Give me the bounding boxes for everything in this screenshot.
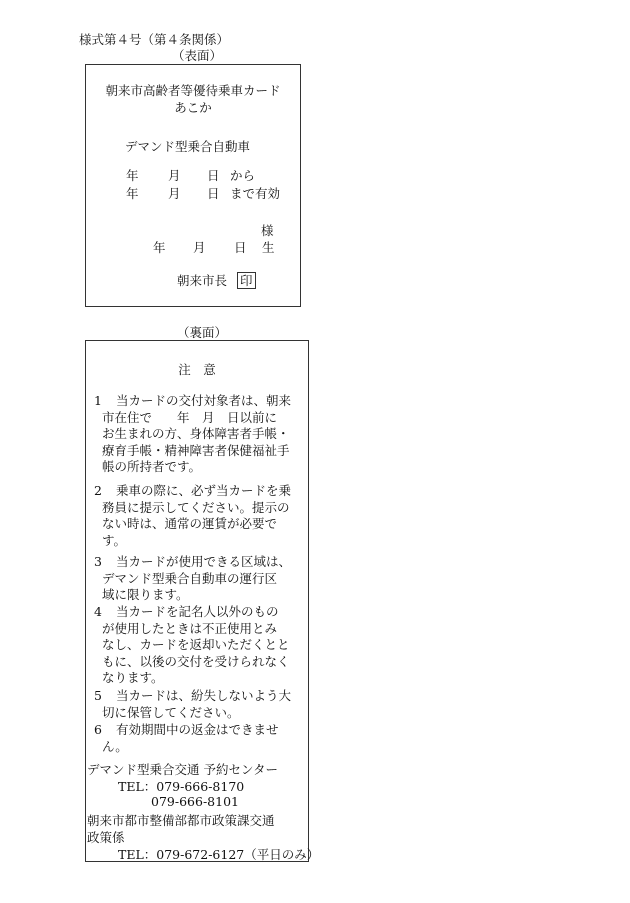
valid-from-year: 年 (126, 168, 139, 183)
note-number: 2 (94, 483, 102, 498)
card-nickname: あこか (174, 100, 212, 115)
birth-suffix: 生 (262, 240, 275, 255)
seal-stamp: 印 (237, 272, 256, 289)
contact-reservation-center: デマンド型乗合交通 予約センター (87, 762, 278, 777)
birth-day: 日 (234, 240, 247, 255)
note-number: 4 (94, 604, 102, 619)
valid-until-suffix: まで有効 (230, 186, 281, 201)
back-side-label: （裏面） (177, 325, 228, 340)
note-number: 3 (94, 554, 102, 569)
contact-office-line1: 朝来市都市整備部都市政策課交通 (87, 813, 275, 828)
notes-title: 注 意 (178, 362, 216, 377)
note-item: 1 当カードの交付対象者は、朝来 市在住で 年 月 日以前に お生まれの方、身体障害者手帳・ 療育手帳・精神障害者保健福祉手 帳の所持者です。 (94, 393, 292, 475)
birth-year: 年 (153, 240, 166, 255)
mayor-title: 朝来市長 (177, 273, 228, 288)
contact-office-tel: TEL：079-672-6127（平日のみ） (118, 847, 320, 862)
card-title: 朝来市高齢者等優待乗車カード (105, 83, 281, 98)
note-item: 6 有効期間中の返金はできませ ん。 (94, 722, 279, 754)
note-item: 3 当カードが使用できる区域は、 デマンド型乗合自動車の運行区 域に限ります。 (94, 554, 292, 603)
honorific: 様 (261, 223, 274, 238)
contact-tel-2: 079-666-8101 (151, 794, 239, 809)
birth-month: 月 (193, 240, 206, 255)
note-item: 5 当カードは、紛失しないよう大 切に保管してください。 (94, 688, 292, 720)
note-number: 6 (94, 722, 102, 737)
valid-from-suffix: から (230, 168, 256, 183)
valid-until-day: 日 (207, 186, 220, 201)
note-number: 5 (94, 688, 102, 703)
vehicle-type: デマンド型乗合自動車 (125, 139, 251, 154)
valid-from-month: 月 (168, 168, 181, 183)
card-front (85, 64, 301, 307)
mayor-signature (177, 271, 256, 289)
front-side-label: （表面） (172, 48, 223, 63)
contact-tel-1: TEL：079-666-8170 (118, 779, 245, 794)
note-number: 1 (94, 393, 102, 408)
valid-until-year: 年 (126, 186, 139, 201)
note-item: 2 乗車の際に、必ず当カードを乗 務員に提示してください。提示の ない時は、通常の運賃が必要で す。 (94, 483, 292, 548)
valid-until-month: 月 (168, 186, 181, 201)
form-label: 様式第４号（第４条関係） (79, 32, 230, 47)
contact-office-line2: 政策係 (87, 830, 125, 845)
valid-from-day: 日 (207, 168, 220, 183)
note-item: 4 当カードを記名人以外のもの が使用したときは不正使用とみ なし、カードを返却いただくとと もに、以後の交付を受けられなく なります。 (94, 604, 290, 686)
